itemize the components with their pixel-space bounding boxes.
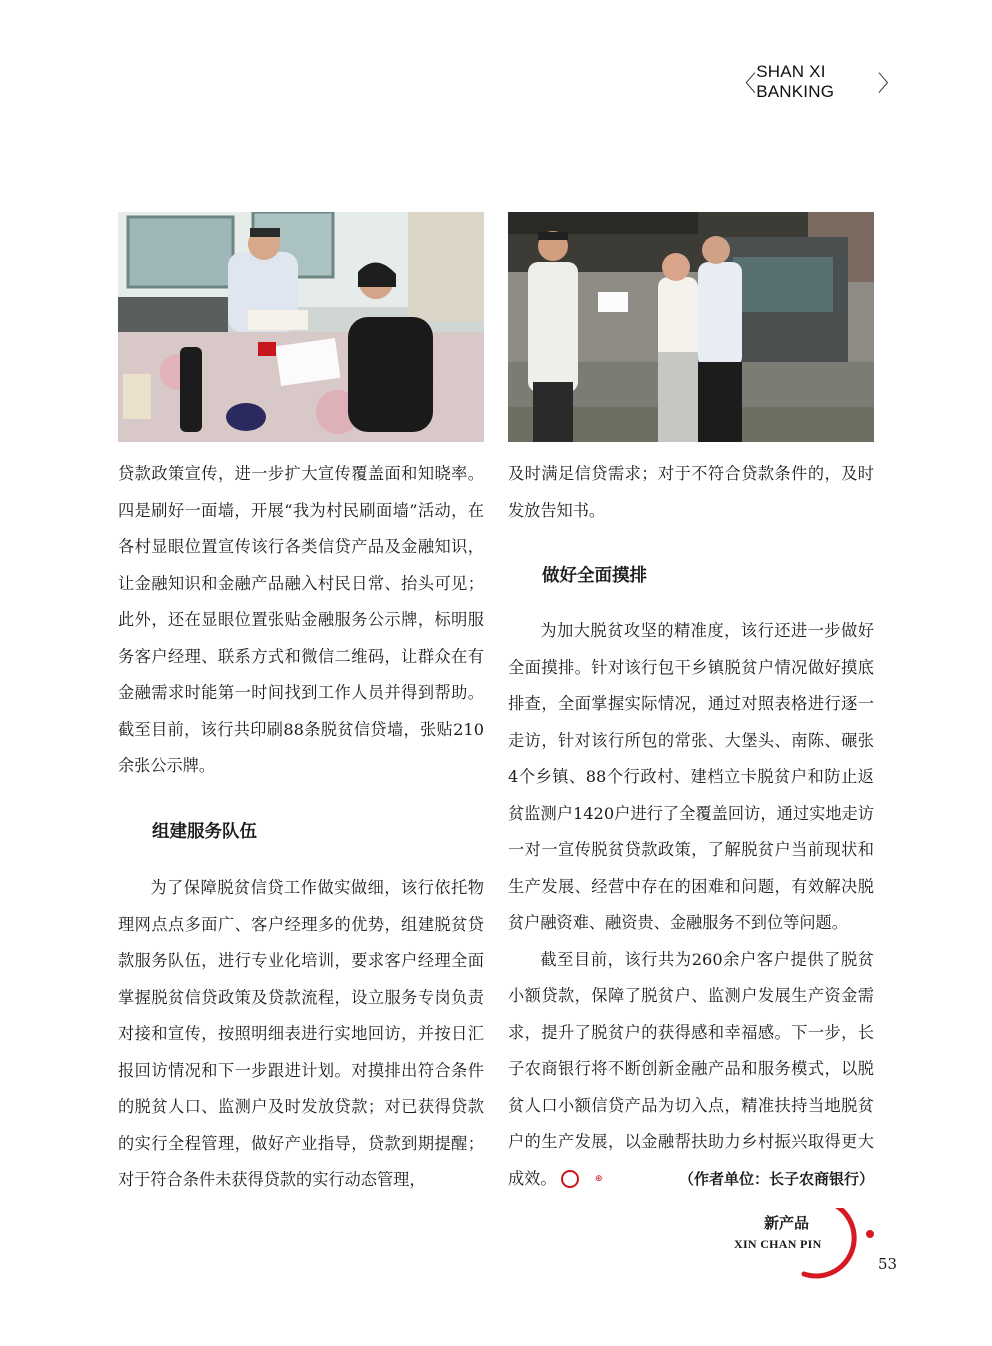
end-mark-icon: ⊕ xyxy=(561,1170,579,1188)
right-paragraph-3-text: 截至目前，该行共为260余户客户提供了脱贫小额贷款，保障了脱贫户、监测户发展生产资金需求，提升了脱贫户的获得感和幸福感。下一步，长子农商银行将不断创新金融产品和服务模式，以脱贫人口小额信贷产品为切入点，精准扶持当地脱贫户的生产发展，以金融帮扶助力乡村振兴取得更大成效。 xyxy=(508,949,874,1188)
left-section-heading: 组建服务队伍 xyxy=(152,822,257,842)
brand-cn: 新产品 xyxy=(764,1214,810,1232)
bracket-left-icon: 〈 xyxy=(734,70,757,96)
left-paragraph-1: 贷款政策宣传，进一步扩大宣传覆盖面和知晓率。四是刷好一面墙，开展“我为村民刷面墙”活动，在各村显眼位置宣传该行各类信贷产品及金融知识，让金融知识和金融产品融入村民日常、抬头可见；此外，还在显眼位置张贴金融服务公示牌，标明服务客户经理、联系方式和微信二维码，让群众在有金融需求时能第一时间找到工作人员并得到帮助。截至目前，该行共印刷88条脱贫信贷墙，张贴210余张公示牌。 xyxy=(118,464,484,775)
right-paragraph-1: 及时满足信贷需求；对于不符合贷款条件的，及时发放告知书。 xyxy=(508,464,874,520)
section-title: SHAN XI BANKING xyxy=(756,62,835,101)
section-header xyxy=(734,62,900,101)
right-paragraph-2: 为加大脱贫攻坚的精准度，该行还进一步做好全面摸排。针对该行包干乡镇脱贫户情况做好摸底排查，全面掌握实际情况，通过对照表格进行逐一走访，针对该行所包的常张、大堡头、南陈、碾张4个乡镇、88个行政村、建档立卡脱贫户和防止返贫监测户1420户进行了全覆盖回访，通过实地走访一对一宣传脱贫贷款政策，了解脱贫户当前现状和生产发展、经营中存在的困难和问题，有效解决脱贫户融资难、融资贵、金融服务不到位等问题。 xyxy=(508,621,874,932)
left-paragraph-2: 为了保障脱贫信贷工作做实做细，该行依托物理网点点多面广、客户经理多的优势，组建脱贫贷款服务队伍，进行专业化培训，要求客户经理全面掌握脱贫信贷政策及贷款流程，设立服务专岗负责对接和宣传，按照明细表进行实地回访，并按日汇报回访情况和下一步跟进计划。对摸排出符合条件的脱贫人口、监测户及时发放贷款；对已获得贷款的实行全程管理，做好产业指导，贷款到期提醒；对于符合条件未获得贷款的实行动态管理， xyxy=(118,878,484,1189)
left-column-text-1 xyxy=(118,456,484,785)
photo-consultation xyxy=(118,212,484,442)
right-column-text-1 xyxy=(508,456,874,529)
brand-en: XIN CHAN PIN xyxy=(734,1237,822,1251)
photo-household-visit xyxy=(508,212,874,442)
right-section-heading: 做好全面摸排 xyxy=(542,566,647,586)
left-column-text-2 xyxy=(118,870,484,1199)
bracket-right-icon: 〉 xyxy=(877,70,900,96)
page-number: 53 xyxy=(878,1255,898,1273)
author-note: （作者单位：长子农商银行） xyxy=(678,1169,874,1188)
right-paragraph-3 xyxy=(508,942,874,1198)
footer-brand xyxy=(734,1208,884,1288)
right-column-text-2 xyxy=(508,613,874,1197)
